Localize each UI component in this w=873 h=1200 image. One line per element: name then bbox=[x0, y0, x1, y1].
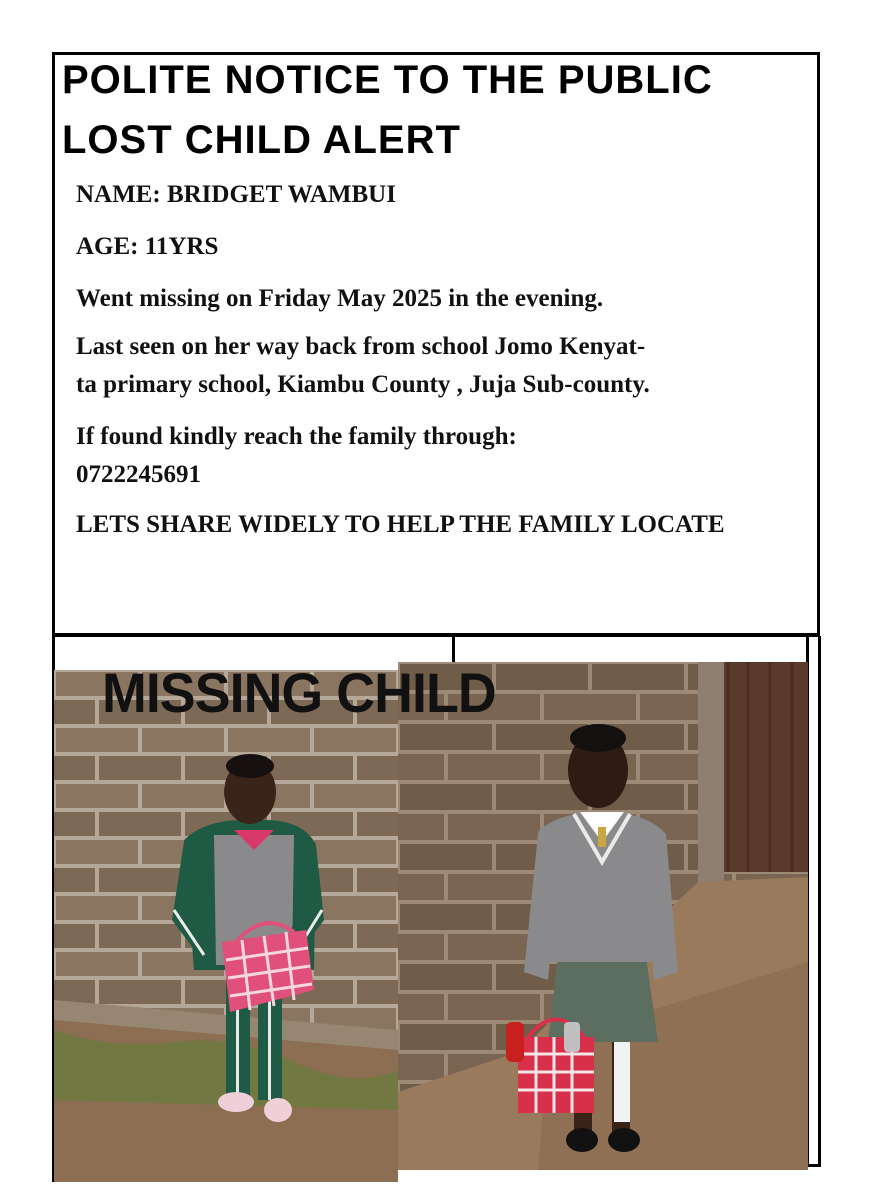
alert-title: LOST CHILD ALERT bbox=[62, 118, 461, 162]
child-age: AGE: 11YRS bbox=[76, 233, 219, 260]
notice-title: POLITE NOTICE TO THE PUBLIC bbox=[62, 58, 713, 102]
last-seen-line-1: Last seen on her way back from school Jomo Kenyat- bbox=[76, 333, 646, 360]
missing-child-banner: MISSING CHILD bbox=[102, 661, 496, 724]
last-seen-line-2: ta primary school, Kiambu County , Juja Sub-county. bbox=[76, 371, 650, 398]
share-call: LETS SHARE WIDELY TO HELP THE FAMILY LOCATE bbox=[76, 511, 725, 538]
photo-child-green-jacket bbox=[54, 670, 398, 1182]
frame-divider bbox=[52, 634, 820, 637]
photo-child-school-uniform bbox=[398, 662, 808, 1170]
contact-instruction: If found kindly reach the family through: bbox=[76, 423, 517, 450]
frame-bottom-right-line bbox=[806, 1164, 821, 1167]
missing-date: Went missing on Friday May 2025 in the evening. bbox=[76, 285, 604, 312]
frame-right-outer-line bbox=[818, 636, 821, 1166]
phone-number: 0722245691 bbox=[76, 461, 201, 488]
child-name: NAME: BRIDGET WAMBUI bbox=[76, 181, 396, 208]
